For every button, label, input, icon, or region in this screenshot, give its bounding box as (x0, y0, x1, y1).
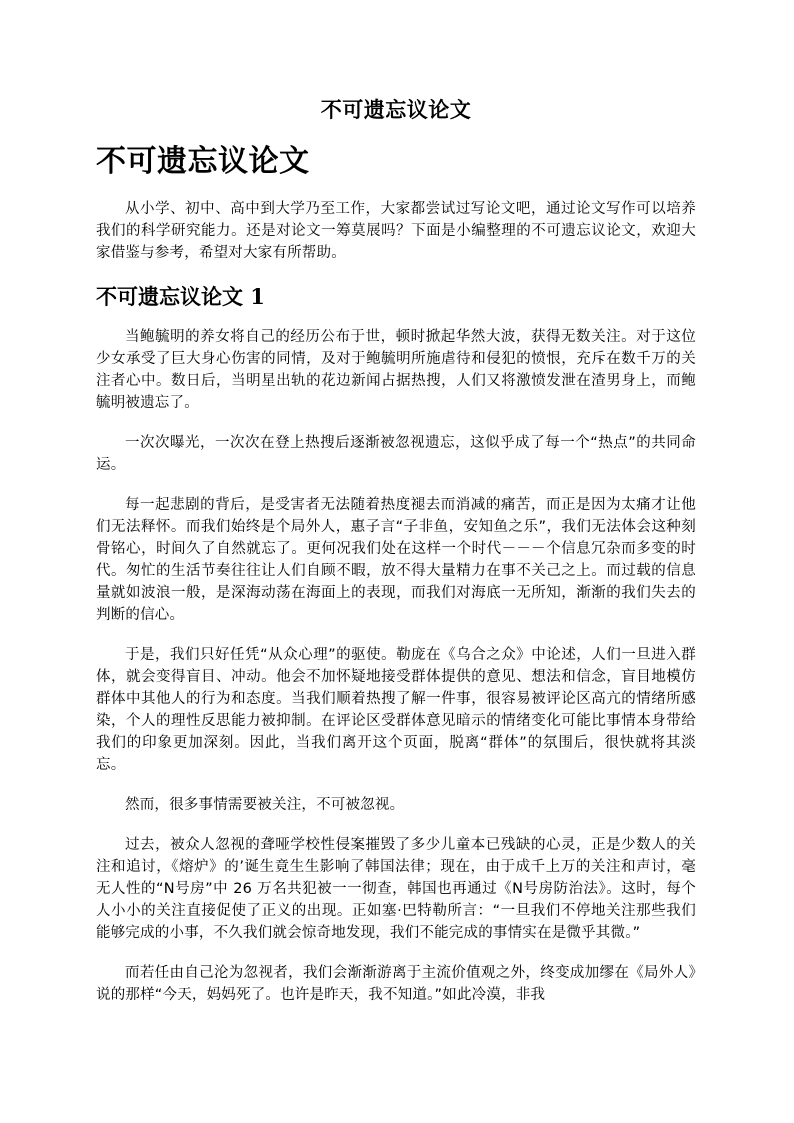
section-heading-1: 不可遗忘议论文 1 (96, 284, 265, 309)
main-heading: 不可遗忘议论文 (96, 144, 310, 179)
body-paragraph: 而若任由自己沦为忽视者，我们会渐渐游离于主流价值观之外，终变成加缪在《局外人》说的那样“今天，妈妈死了。也许是昨天，我不知道。”如此冷漠，非我 (96, 965, 696, 1003)
document-page (96, 92, 696, 1024)
body-paragraph: 过去，被众人忽视的聋哑学校性侵案摧毁了多少儿童本已残缺的心灵，正是少数人的关注和追讨，《熔炉》的’诞生竟生生影响了韩国法律；现在，由于成千上万的关注和声讨，毫无人性的“N号房”中 26 万名共犯被一一彻查，韩国也再通过《N号房防治法》。这时，每个人小小的关注直接促使了正义的出现。正如塞·巴特勒所言：“一旦我们不停地关注那些我们能够完成的小事，不久我们就会惊奇地发现，我们不能完成的事情实在是微乎其微。” (96, 837, 696, 941)
body-paragraph: 当鲍毓明的养女将自己的经历公布于世，顿时掀起华然大波，获得无数关注。对于这位少女承受了巨大身心伤害的同情，及对于鲍毓明所施虐待和侵犯的愤恨，充斥在数千万的关注者心中。数日后，当明星出轨的花边新闻占据热搜，人们又将激愤发泄在渣男身上，而鲍毓明被遗忘了。 (96, 329, 696, 411)
body-paragraph: 于是，我们只好任凭“从众心理”的驱使。勒庞在《乌合之众》中论述，人们一旦进入群体，就会变得盲目、冲动。他会不加怀疑地接受群体提供的意见、想法和信念，盲目地模仿群体中其他人的行为和态度。当我们顺着热搜了解一件事，很容易被评论区高亢的情绪所感染，个人的理性反思能力被抑制。在评论区受群体意见暗示的情绪变化可能比事情本身带给我们的印象更加深刻。因此，当我们离开这个页面，脱离“群体”的氛围后，很快就将其淡忘。 (96, 647, 696, 773)
body-paragraph: 然而，很多事情需要被关注，不可被忽视。 (125, 797, 405, 813)
body-paragraph: 一次次曝光，一次次在登上热搜后逐渐被忽视遗忘，这似乎成了每一个“热点”的共同命运。 (96, 435, 696, 473)
intro-paragraph: 从小学、初中、高中到大学乃至工作，大家都尝试过写论文吧，通过论文写作可以培养我们的科学研究能力。还是对论文一筹莫展吗？下面是小编整理的不可遗忘议论文，欢迎大家借鉴与参考，希望对大家有所帮助。 (96, 201, 696, 261)
body-paragraph: 每一起悲剧的背后，是受害者无法随着热度褪去而消减的痛苦，而正是因为太痛才让他们无法释怀。而我们始终是个局外人，惠子言“子非鱼，安知鱼之乐”，我们无法体会这种刻骨铭心，时间久了自然就忘了。更何况我们处在这样一个时代－－－个信息冗杂而多变的时代。匆忙的生活节奏往往让人们自顾不暇，放不得大量精力在事不关己之上。而过载的信息量就如波浪一般，是深海动荡在海面上的表现，而我们对海底一无所知，渐渐的我们失去的判断的信心。 (96, 497, 696, 623)
page-title: 不可遗忘议论文 (320, 97, 472, 122)
